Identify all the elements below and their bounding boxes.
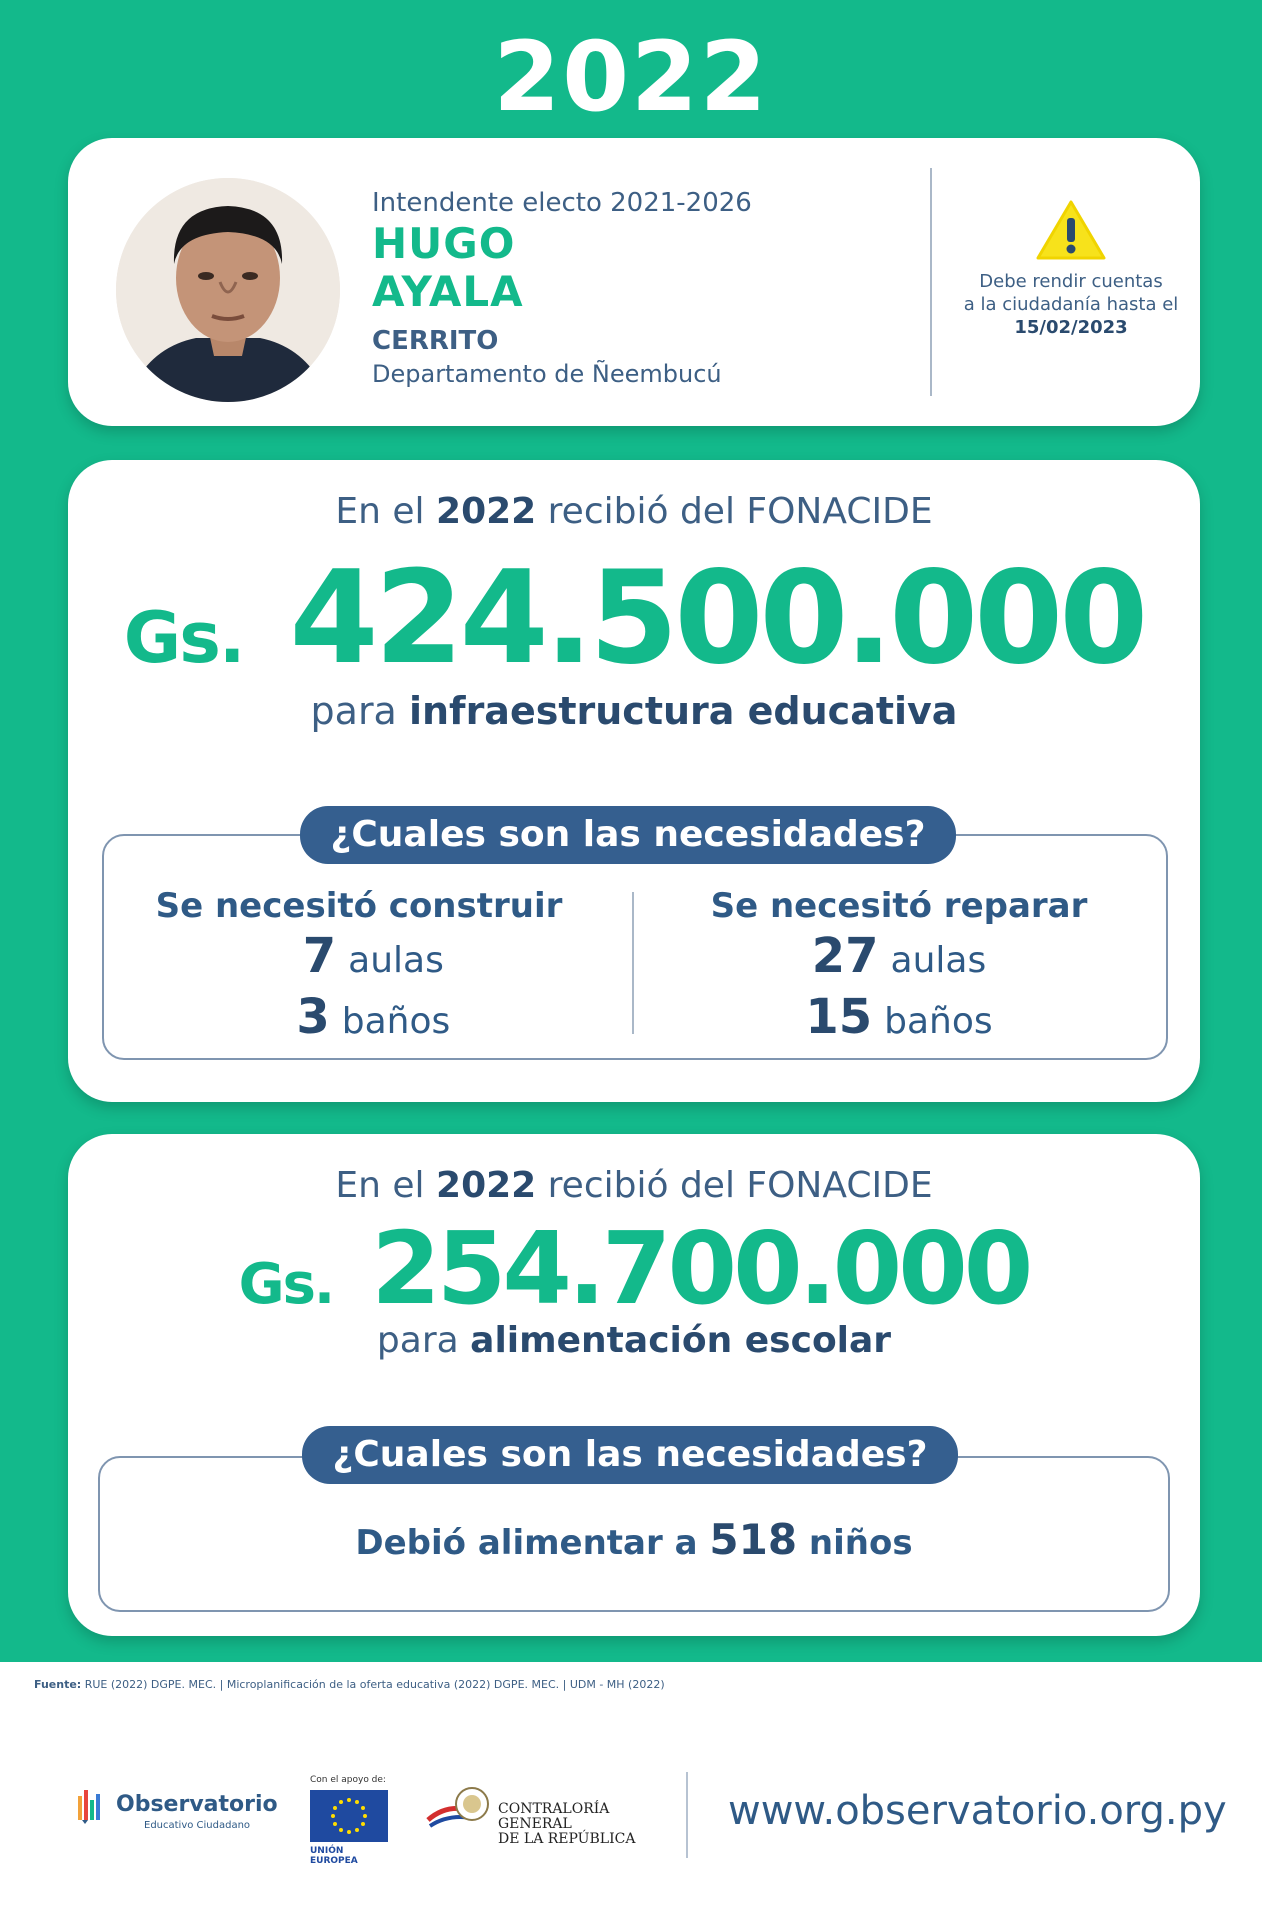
food-card xyxy=(68,1134,1200,1636)
build-title: Se necesitó construir xyxy=(155,886,563,926)
warning-line-2: a la ciudadanía hasta el xyxy=(963,294,1179,315)
food-intro-pre: En el xyxy=(335,1165,425,1206)
build-bathrooms-label: baños xyxy=(341,1001,451,1042)
website-link[interactable]: www.observatorio.org.py xyxy=(728,1788,1227,1834)
source-text: RUE (2022) DGPE. MEC. | Microplanificación de la oferta educativa (2022) DGPE. MEC. | UDM - MH (2022) xyxy=(84,1678,665,1691)
repair-classrooms-label: aulas xyxy=(890,940,987,981)
accountability-notice xyxy=(942,198,1200,339)
eu-label: UNIÓN EUROPEA xyxy=(310,1846,358,1866)
warning-triangle-icon xyxy=(1035,198,1107,262)
observatorio-title: Observatorio xyxy=(116,1792,278,1817)
food-intro xyxy=(68,1164,1200,1208)
food-amount-row xyxy=(68,1210,1200,1327)
infra-currency: Gs. xyxy=(123,597,244,679)
repair-title: Se necesitó reparar xyxy=(710,886,1088,926)
warning-date: 15/02/2023 xyxy=(1014,317,1128,338)
portrait-illustration xyxy=(116,178,340,402)
eu-flag-icon xyxy=(310,1790,388,1842)
source-note xyxy=(34,1678,665,1691)
infra-purpose xyxy=(68,688,1200,734)
food-currency: Gs. xyxy=(238,1252,334,1317)
observatorio-subtitle: Educativo Ciudadano xyxy=(144,1820,251,1831)
repair-bathrooms-label: baños xyxy=(884,1001,993,1042)
role-label: Intendente electo 2021-2026 xyxy=(372,188,752,218)
profile-divider xyxy=(930,168,932,396)
footer-divider xyxy=(686,1772,688,1858)
repair-classrooms xyxy=(664,928,1134,989)
infra-amount-row xyxy=(68,544,1200,693)
first-name: HUGO xyxy=(372,219,516,268)
food-purpose-pre: para xyxy=(376,1320,459,1361)
eu-caption: Con el apoyo de: xyxy=(310,1775,386,1785)
build-bathrooms xyxy=(124,989,594,1050)
city-name: CERRITO xyxy=(372,326,499,356)
infra-needs-box xyxy=(102,834,1168,1060)
eu-support-logo xyxy=(310,1774,392,1866)
profile-card xyxy=(68,138,1200,426)
repair-bathrooms-count: 15 xyxy=(805,989,873,1045)
infra-intro-pre: En el xyxy=(335,491,425,532)
feed-count: 518 xyxy=(709,1515,798,1564)
food-amount: 254.700.000 xyxy=(371,1210,1030,1327)
bar-chart-logo-icon xyxy=(78,1790,108,1824)
warning-line-1: Debe rendir cuentas xyxy=(979,271,1163,292)
feed-post: niños xyxy=(808,1523,913,1563)
food-purpose xyxy=(68,1318,1200,1364)
last-name: AYALA xyxy=(372,267,524,316)
year-title: 2022 xyxy=(493,21,769,133)
source-label: Fuente: xyxy=(34,1678,82,1691)
contraloria-seal-icon xyxy=(426,1784,496,1844)
repair-bathrooms xyxy=(664,989,1134,1050)
avatar xyxy=(116,178,340,402)
build-classrooms-count: 7 xyxy=(302,928,337,984)
build-column xyxy=(124,884,594,1050)
build-classrooms-label: aulas xyxy=(348,940,444,981)
infra-amount: 424.500.000 xyxy=(289,544,1145,693)
infra-intro-year: 2022 xyxy=(436,491,537,532)
build-classrooms xyxy=(124,928,594,989)
feed-line xyxy=(100,1514,1168,1569)
contraloria-line-2: DE LA REPÚBLICA xyxy=(498,1831,636,1847)
profile-info xyxy=(372,186,932,390)
food-needs-title: ¿Cuales son las necesidades? xyxy=(302,1426,958,1484)
food-purpose-label: alimentación escolar xyxy=(470,1320,892,1361)
infra-intro xyxy=(68,490,1200,534)
repair-classrooms-count: 27 xyxy=(811,928,879,984)
infra-purpose-pre: para xyxy=(310,689,397,733)
food-intro-year: 2022 xyxy=(436,1165,537,1206)
build-bathrooms-count: 3 xyxy=(296,989,330,1045)
needs-divider xyxy=(632,892,634,1034)
infra-purpose-label: infraestructura educativa xyxy=(408,689,958,733)
contraloria-logo xyxy=(426,1784,656,1847)
feed-pre: Debió alimentar a xyxy=(355,1523,698,1563)
food-intro-post: recibió del FONACIDE xyxy=(547,1165,933,1206)
observatorio-logo xyxy=(78,1786,278,1846)
infra-needs-title: ¿Cuales son las necesidades? xyxy=(300,806,956,864)
infra-intro-post: recibió del FONACIDE xyxy=(547,491,933,532)
contraloria-line-1: CONTRALORÍA GENERAL xyxy=(498,1801,610,1832)
repair-column xyxy=(664,884,1134,1050)
infrastructure-card xyxy=(68,460,1200,1102)
department-name: Departamento de Ñeembucú xyxy=(372,360,722,388)
contraloria-text xyxy=(498,1802,656,1847)
